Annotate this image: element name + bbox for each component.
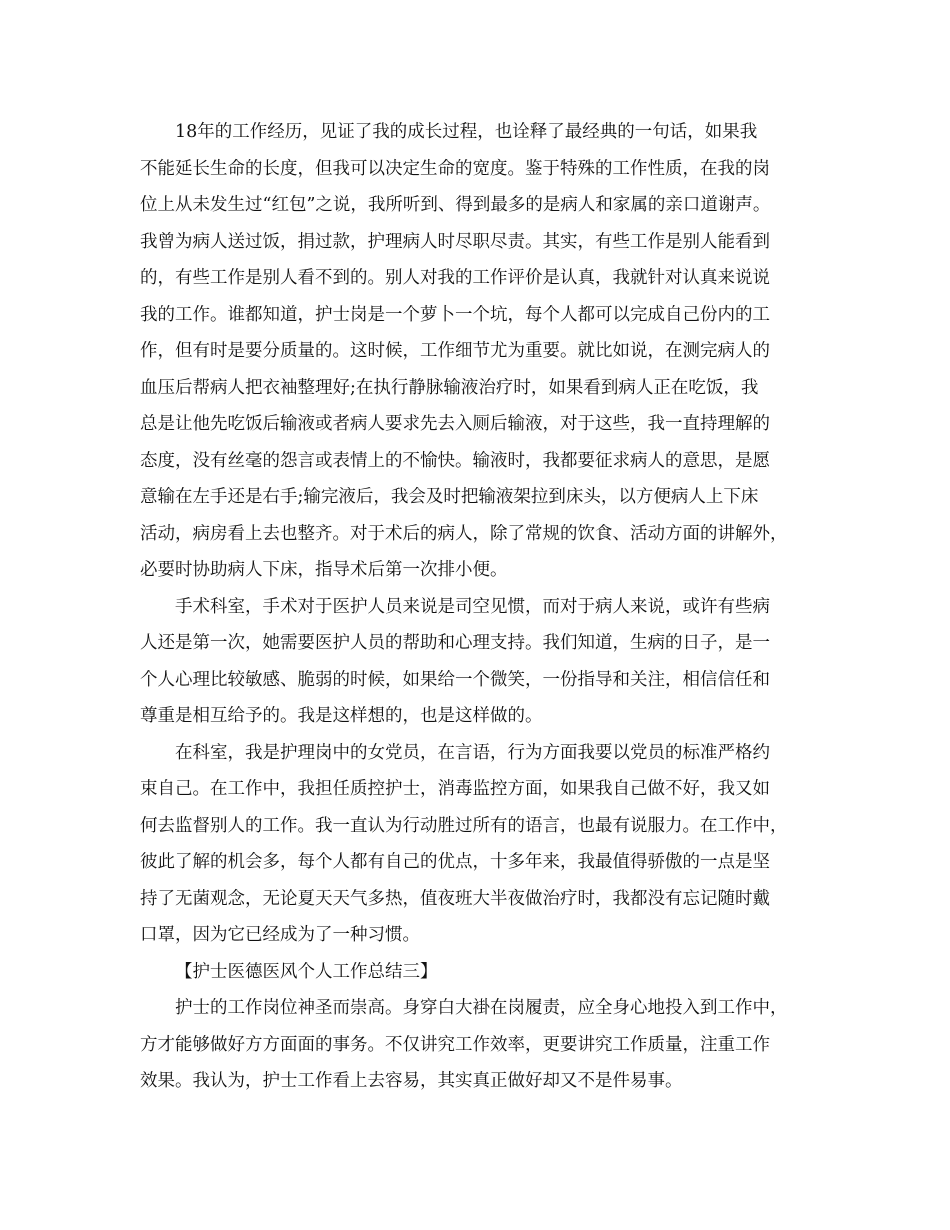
- text-line: 个人心理比较敏感、脆弱的时候，如果给一个微笑，一份指导和关注，相信信任和: [140, 669, 770, 690]
- text-line: 态度，没有丝毫的怨言或表情上的不愉快。输液时，我都要征求病人的意思，是愿: [140, 450, 770, 471]
- text-line: 尊重是相互给予的。我是这样想的，也是这样做的。: [140, 706, 543, 726]
- text-line: 手术科室，手术对于医护人员来说是司空见惯，而对于病人来说，或许有些病: [175, 596, 770, 617]
- text-line: 作，但有时是要分质量的。这时候，工作细节尤为重要。就比如说，在测完病人的: [140, 341, 770, 361]
- text-line: 意输在左手还是右手;输完液后，我会及时把输液架拉到床头，以方便病人上下床: [140, 487, 759, 507]
- text-line: 必要时协助病人下床，指导术后第一次排小便。: [140, 560, 508, 580]
- text-line: 效果。我认为，护士工作看上去容易，其实真正做好却又不是件易事。: [140, 1071, 683, 1091]
- text-line: 护士的工作岗位神圣而崇高。身穿白大褂在岗履责，应全身心地投入到工作中，: [175, 998, 788, 1018]
- text-line: 持了无菌观念，无论夏天天气多热，值夜班大半夜做治疗时，我都没有忘记随时戴: [140, 888, 770, 909]
- text-line: 不能延长生命的长度，但我可以决定生命的宽度。鉴于特殊的工作性质，在我的岗: [140, 158, 770, 179]
- section-heading: 【护士医德医风个人工作总结三】: [175, 961, 438, 982]
- text-line: 何去监督别人的工作。我一直认为行动胜过所有的语言，也最有说服力。在工作中，: [140, 815, 788, 836]
- document-body: [140, 114, 820, 1100]
- text-line: 位上从未发生过“红包”之说，我所听到、得到最多的是病人和家属的亲口道谢声。: [140, 195, 771, 215]
- text-line: 18年的工作经历，见证了我的成长过程，也诠释了最经典的一句话，如果我: [175, 122, 758, 142]
- text-line: 方才能够做好方方面面的事务。不仅讲究工作效率，更要讲究工作质量，注重工作: [140, 1034, 770, 1055]
- text-line: 人还是第一次，她需要医护人员的帮助和心理支持。我们知道，生病的日子，是一: [140, 633, 770, 653]
- text-line: 活动，病房看上去也整齐。对于术后的病人，除了常规的饮食、活动方面的讲解外，: [140, 523, 788, 544]
- text-line: 的，有些工作是别人看不到的。别人对我的工作评价是认真，我就针对认真来说说: [140, 268, 770, 288]
- text-line: 我的工作。谁都知道，护士岗是一个萝卜一个坑，每个人都可以完成自己份内的工: [140, 304, 770, 325]
- text-line: 口罩，因为它已经成为了一种习惯。: [140, 925, 420, 945]
- text-line: 总是让他先吃饭后输液或者病人要求先去入厕后输液，对于这些，我一直持理解的: [140, 414, 770, 434]
- text-line: 我曾为病人送过饭，捐过款，护理病人时尽职尽责。其实，有些工作是别人能看到: [140, 231, 770, 252]
- text-line: 彼此了解的机会多，每个人都有自己的优点，十多年来，我最值得骄傲的一点是坚: [140, 852, 770, 872]
- text-line: 束自己。在工作中，我担任质控护士，消毒监控方面，如果我自己做不好，我又如: [140, 779, 770, 799]
- text-line: 在科室，我是护理岗中的女党员，在言语，行为方面我要以党员的标准严格约: [175, 742, 770, 763]
- text-line: 血压后帮病人把衣袖整理好;在执行静脉输液治疗时，如果看到病人正在吃饭，我: [140, 377, 759, 398]
